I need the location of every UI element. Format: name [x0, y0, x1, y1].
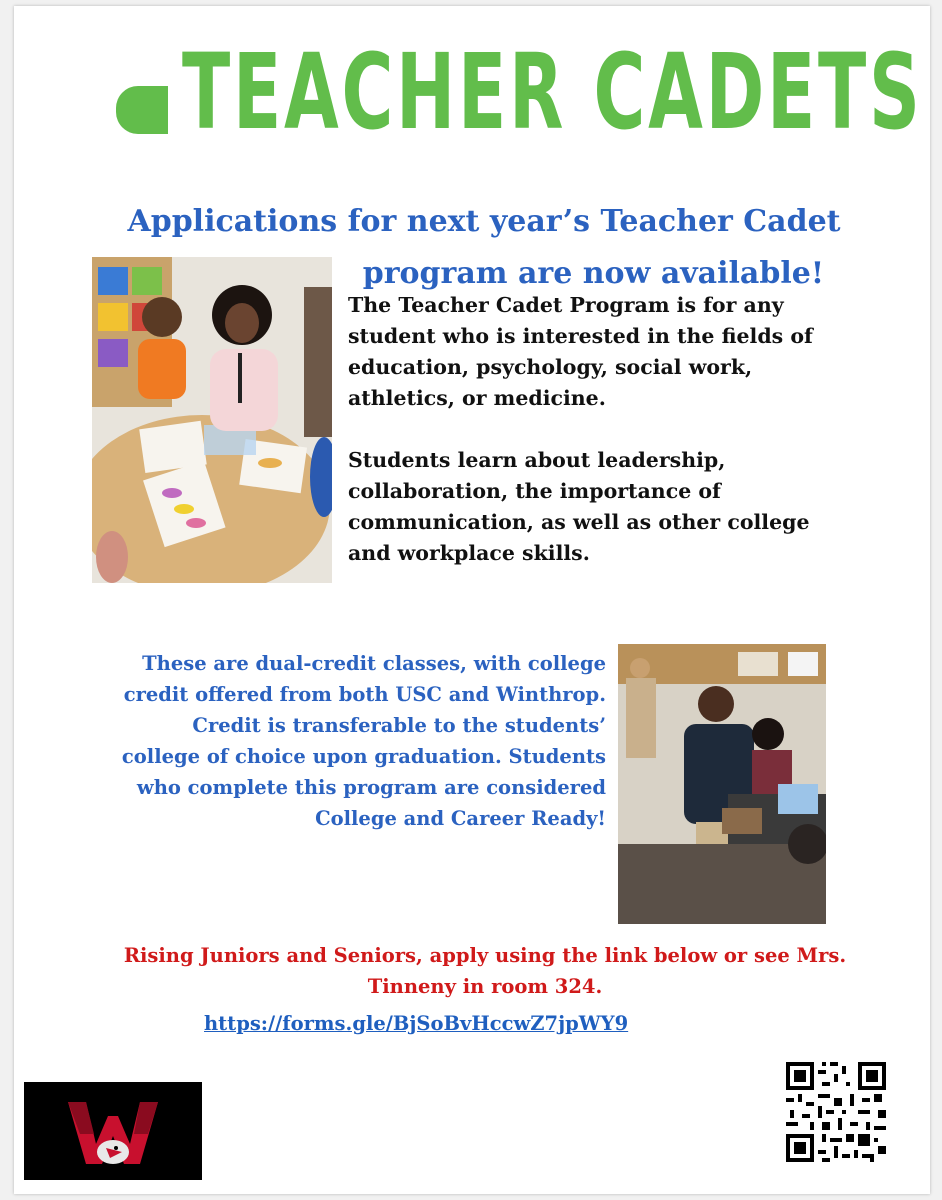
hawk-w-logo	[24, 1082, 202, 1180]
call-to-action-text: Rising Juniors and Seniors, apply using the link below or see Mrs. Tinneny in room 324.	[123, 944, 847, 998]
credit-info-text: These are dual-credit classes, with college credit offered from both USC and Winthrop. Credit is transferable to the students’ college of choice upon graduation. Students who complete this program are considered College and Career Ready!	[121, 652, 606, 830]
students-laptops-photo	[618, 644, 826, 924]
title-banner	[116, 31, 923, 153]
application-form-link[interactable]: https://forms.gle/BjSoBvHccwZ7jpWY9	[204, 1012, 629, 1035]
qr-code[interactable]	[782, 1058, 890, 1166]
intro-paragraph-1: The Teacher Cadet Program is for any student who is interested in the fields of education, psychology, social work, athletics, or medicine.	[348, 293, 813, 410]
intro-paragraph-2: Students learn about leadership, collaboration, the importance of communication, as well as other college and workplace skills.	[348, 448, 810, 565]
page-title: TEACHER CADETS	[182, 31, 923, 153]
flyer-page	[14, 6, 930, 1194]
classroom-coloring-photo	[92, 257, 332, 583]
headline-line1: Applications for next year’s Teacher Cadet	[127, 204, 841, 239]
headline-line2: program are now available!	[362, 256, 824, 291]
leaf-icon	[116, 86, 168, 134]
intro-text	[348, 290, 828, 600]
